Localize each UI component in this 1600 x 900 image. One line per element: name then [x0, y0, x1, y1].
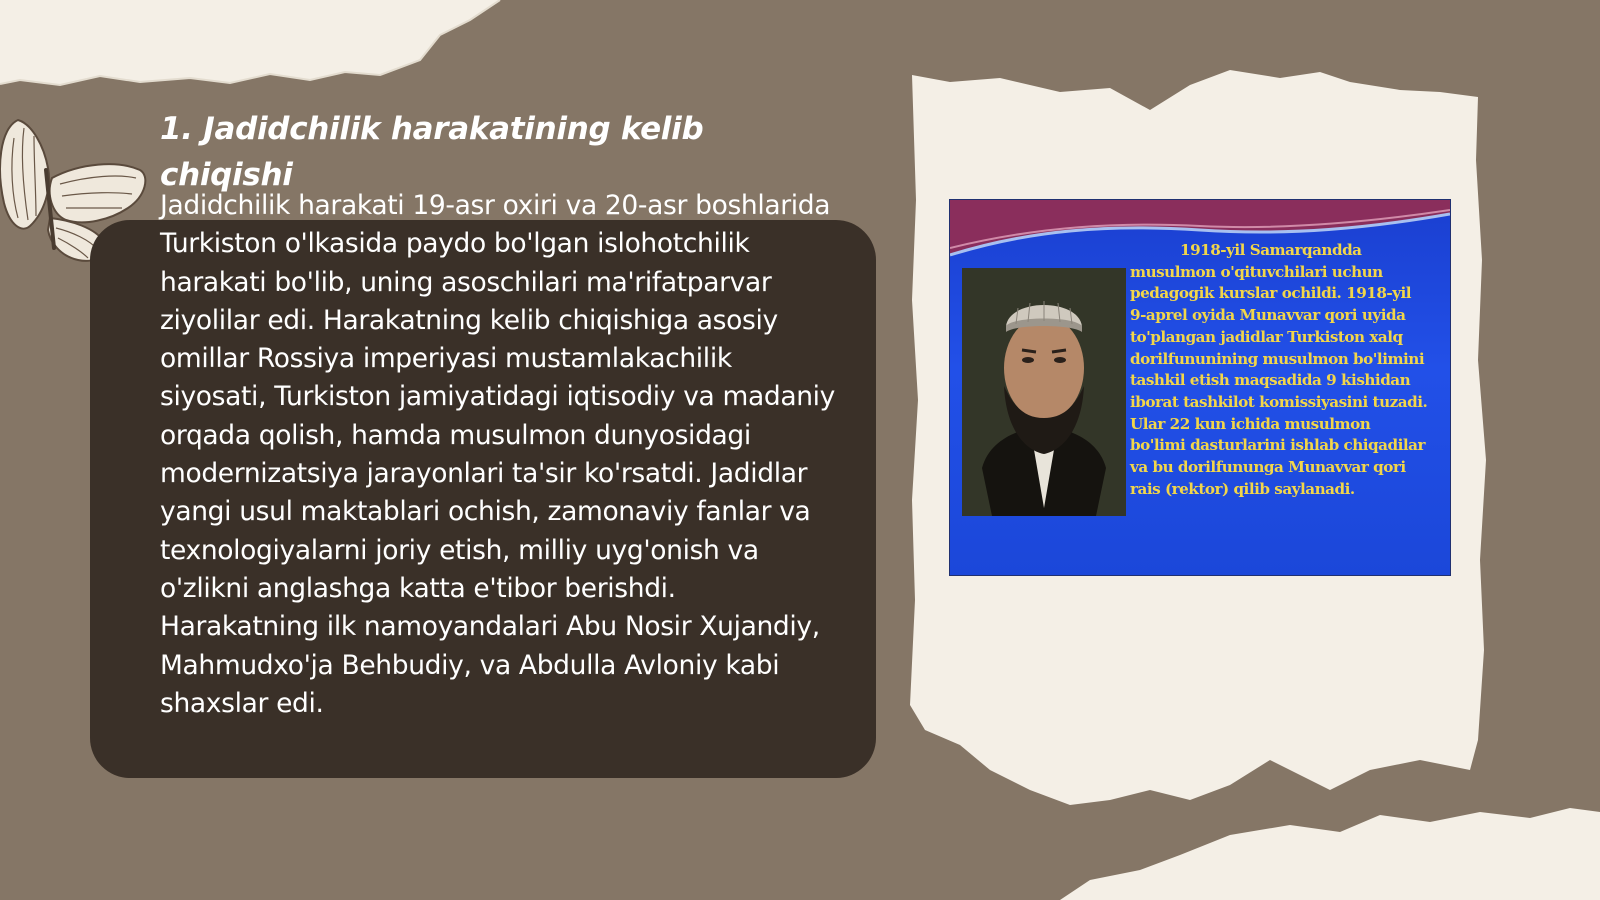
historical-photo	[950, 200, 1450, 575]
slide-title: 1. Jadidchilik harakatining kelib chiqishi	[160, 111, 704, 193]
photo-caption: 1918-yil Samarqandda musulmon o'qituvchilari uchun pedagogik kurslar ochildi. 1918-yil 9-aprel oyida Munavvar qori uyida to'plangan jadidlar Turkiston xalq dorilfununining musulmon bo'limini tashkil etish maqsadida 9 kishidan iborat tashkilot komissiyasini tuzadi. Ular 22 kun ichida musulmon bo'limi dasturlarini ishlab chiqadilar va bu dorilfununga Munavvar qori rais (rektor) qilib saylanadi.	[1130, 241, 1428, 498]
portrait-icon	[962, 268, 1126, 516]
slide-body-text: Jadidchilik harakati 19-asr oxiri va 20-asr boshlarida Turkiston o'lkasida paydo bo'lgan islohotchilik harakati bo'lib, uning asoschilari ma'rifatparvar ziyolilar edi. Harakatning kelib chiqishiga asosiy omillar Rossiya imperiyasi mustamlakachilik siyosati, Turkiston jamiyatidagi iqtisodiy va madaniy orqada qolish, hamda musulmon dunyosidagi modernizatsiya jarayonlari ta'sir ko'rsatdi. Jadidlar yangi usul maktablari ochish, zamonaviy fanlar va texnologiyalarni joriy etish, milliy uyg'onish va o'zlikni anglashga katta e'tibor berishdi. Harakatning ilk namoyandalari Abu Nosir Xujandiy, Mahmudxo'ja Behbudiy, va Abdulla Avloniy kabi shaxslar edi.	[160, 190, 836, 719]
